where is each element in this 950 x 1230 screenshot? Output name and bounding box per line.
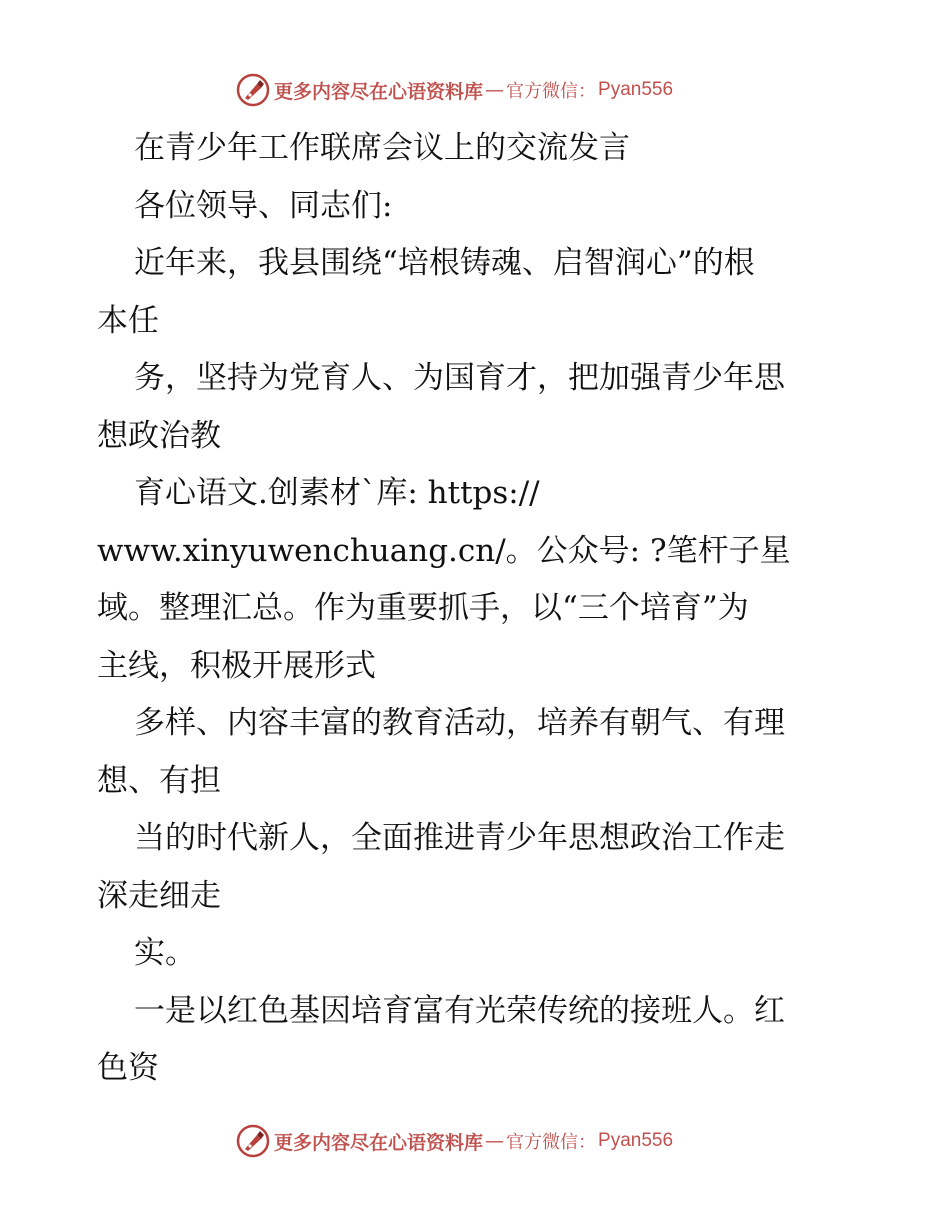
pen-nib-logo-icon [236, 1124, 270, 1158]
watermark-wechat-id: Pyan556 [598, 1130, 674, 1151]
salutation: 各位领导、同志们: [134, 187, 393, 224]
footer-watermark-banner [236, 1124, 673, 1158]
header-watermark-banner [236, 73, 673, 107]
paragraph-line: 务，坚持为党育人、为国育才，把加强青少年思 [134, 360, 785, 396]
document-body [97, 120, 877, 1098]
watermark-site-text: 更多内容尽在心语资料库 [274, 1131, 484, 1154]
paragraph-line: 近年来，我县围绕“培根铸魂、启智润心”的根 [134, 245, 755, 281]
paragraph-line: 域。整理汇总。作为重要抓手，以“三个培育”为 [97, 590, 749, 626]
watermark-wechat-id: Pyan556 [598, 79, 674, 100]
paragraph-line: 想政治教 [97, 417, 221, 454]
paragraph-line: 实。 [134, 935, 196, 971]
paragraph-line: 一是以红色基因培育富有光荣传统的接班人。红 [134, 992, 785, 1029]
paragraph-line: 主线，积极开展形式 [97, 647, 376, 684]
paragraph-line: www.xinyuwenchuang.cn/。公众号: ?笔杆子星 [97, 532, 791, 569]
pen-nib-logo-icon [236, 73, 270, 107]
paragraph-line: 多样、内容丰富的教育活动，培养有朝气、有理 [134, 705, 785, 741]
watermark-wechat-label: 官方微信： [506, 1132, 597, 1153]
paragraph-line: 本任 [97, 302, 159, 339]
paragraph-line: 当的时代新人，全面推进青少年思想政治工作走 [134, 820, 785, 856]
watermark-separator: — [485, 1130, 505, 1152]
paragraph-line: 深走细走 [97, 877, 221, 914]
watermark-site-text: 更多内容尽在心语资料库 [274, 80, 484, 103]
paragraph-line: 育心语文.创素材`库: https:// [134, 475, 540, 511]
watermark-separator: — [485, 79, 505, 101]
paragraph-line: 想、有担 [97, 762, 221, 799]
document-title: 在青少年工作联席会议上的交流发言 [134, 130, 630, 166]
paragraph-line: 色资 [97, 1050, 159, 1086]
watermark-wechat-label: 官方微信： [506, 81, 597, 102]
